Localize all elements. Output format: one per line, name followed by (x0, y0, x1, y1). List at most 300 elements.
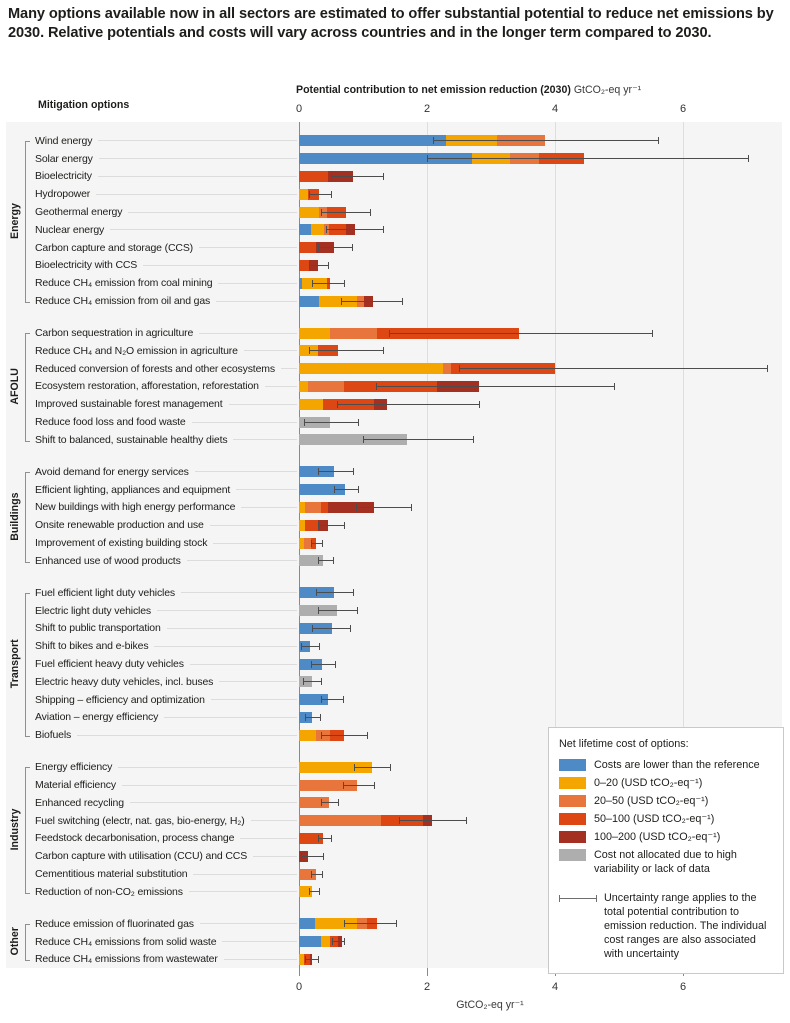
row-plot (299, 168, 782, 186)
leader-line (110, 229, 297, 230)
leader-line (199, 333, 297, 334)
row-label: Reduce CH₄ and N₂O emission in agriculture (35, 344, 238, 357)
error-bar (389, 330, 653, 337)
row-plot (299, 132, 782, 150)
bar-segment-lower (299, 135, 446, 146)
error-bar (433, 137, 659, 144)
row-label: Bioelectricity with CCS (35, 259, 138, 272)
row-plot (299, 203, 782, 221)
error-bar (326, 226, 384, 233)
row-label-wrap (35, 292, 297, 310)
error-bar (309, 262, 329, 269)
error-bar (312, 280, 344, 287)
leader-line (241, 507, 297, 508)
leader-line (122, 785, 297, 786)
section-label-industry: Industry (9, 808, 21, 851)
legend-item-c0_20 (559, 776, 773, 790)
error-bar (459, 365, 768, 372)
leader-line (216, 301, 297, 302)
top-axis-title-text: Potential contribution to net emission reduction (2030) (296, 84, 571, 96)
row-label: New buildings with high energy performance (35, 501, 236, 514)
bar-segment-c50_100 (299, 171, 328, 182)
row-plot (299, 431, 782, 449)
uncertainty-range-icon (559, 895, 597, 902)
row-plot (299, 221, 782, 239)
section-label-buildings: Buildings (9, 492, 21, 541)
row-label-wrap (35, 168, 297, 186)
row-transport (6, 620, 782, 638)
leader-line (219, 681, 297, 682)
bar-segment-c20_50 (443, 363, 451, 374)
row-label: Shift to bikes and e-bikes (35, 640, 149, 653)
row-label-wrap (35, 776, 297, 794)
row-energy (6, 274, 782, 292)
row-buildings (6, 552, 782, 570)
legend-item-c100_200 (559, 830, 773, 844)
row-plot (299, 534, 782, 552)
error-bar (321, 799, 339, 806)
error-bar (318, 244, 353, 251)
row-label-wrap (35, 709, 297, 727)
error-bar (318, 607, 358, 614)
error-bar (337, 401, 480, 408)
row-label: Avoid demand for energy services (35, 465, 189, 478)
bar-segment-c0_20 (299, 399, 323, 410)
row-afolu (6, 431, 782, 449)
row-label: Reduction of non-CO₂ emissions (35, 885, 183, 898)
row-label-wrap (35, 812, 297, 830)
row-energy (6, 221, 782, 239)
leader-line (143, 265, 297, 266)
error-bar (321, 209, 371, 216)
row-label-wrap (35, 221, 297, 239)
row-label-wrap (35, 499, 297, 517)
row-transport (6, 655, 782, 673)
row-label-wrap (35, 915, 297, 933)
row-afolu (6, 395, 782, 413)
leader-line (167, 628, 297, 629)
row-label: Fuel efficient heavy duty vehicles (35, 658, 184, 671)
error-bar (311, 661, 336, 668)
row-plot (299, 691, 782, 709)
row-label-wrap (35, 951, 297, 969)
bar-segment-lower (299, 936, 321, 947)
leader-line (251, 820, 297, 821)
error-bar (318, 557, 334, 564)
row-label: Electric heavy duty vehicles, incl. buses (35, 675, 214, 688)
top-tick-label-6: 6 (679, 103, 687, 115)
leader-line (193, 874, 297, 875)
row-plot (299, 481, 782, 499)
row-transport (6, 602, 782, 620)
error-bar (334, 486, 359, 493)
row-energy (6, 239, 782, 257)
error-bar (305, 714, 321, 721)
legend-item-label: 50–100 (USD tCO₂-eq⁻¹) (594, 813, 715, 826)
row-label: Bioelectricity (35, 170, 92, 183)
row-label: Fuel switching (electr, nat. gas, bio-energy, H₂) (35, 814, 245, 827)
leader-line (211, 699, 297, 700)
section-transport (6, 584, 782, 744)
legend-item-c50_100 (559, 812, 773, 826)
error-bar (304, 419, 358, 426)
top-tick-label-2: 2 (423, 103, 431, 115)
leader-line (128, 212, 297, 213)
section-label-afolu: AFOLU (9, 368, 21, 405)
row-label-wrap (35, 620, 297, 638)
row-buildings (6, 534, 782, 552)
bar-segment-c0_20 (299, 328, 330, 339)
row-afolu (6, 342, 782, 360)
row-label-wrap (35, 378, 297, 396)
row-energy (6, 185, 782, 203)
leader-line (229, 404, 298, 405)
row-label-wrap (35, 516, 297, 534)
error-bar (399, 817, 468, 824)
row-label-wrap (35, 552, 297, 570)
row-transport (6, 709, 782, 727)
row-label-wrap (35, 481, 297, 499)
legend-uncertainty-note (559, 891, 773, 961)
error-bar (331, 173, 384, 180)
leader-line (98, 176, 297, 177)
bottom-tick-label-4: 4 (551, 981, 559, 993)
leader-line (118, 767, 297, 768)
row-plot (299, 655, 782, 673)
error-bar (316, 589, 354, 596)
leader-line (189, 891, 297, 892)
leader-line (96, 194, 297, 195)
bar-segment-c0_20 (299, 730, 316, 741)
row-label-wrap (35, 395, 297, 413)
bottom-tick-mark-2 (427, 968, 428, 976)
row-label-wrap (35, 933, 297, 951)
bar-segment-c50_100 (299, 242, 316, 253)
leader-line (233, 439, 297, 440)
row-label-wrap (35, 602, 297, 620)
legend-item-label: 20–50 (USD tCO₂-eq⁻¹) (594, 795, 709, 808)
bar-segment-lower (299, 918, 315, 929)
row-plot (299, 463, 782, 481)
row-label-wrap (35, 360, 297, 378)
error-bar (301, 853, 324, 860)
legend-swatch-c50_100 (559, 813, 586, 825)
row-afolu (6, 413, 782, 431)
leader-line (224, 959, 297, 960)
row-label: Enhanced use of wood products (35, 554, 181, 567)
section-label-energy: Energy (9, 203, 21, 239)
row-label: Reduce CH₄ emission from coal mining (35, 277, 213, 290)
leader-line (130, 802, 297, 803)
row-transport (6, 637, 782, 655)
legend-swatch-c100_200 (559, 831, 586, 843)
leader-line (98, 140, 297, 141)
row-label-wrap (35, 150, 297, 168)
legend-swatch-c20_50 (559, 795, 586, 807)
row-transport (6, 673, 782, 691)
legend-item-label: Cost not allocated due to high variability or lack of data (594, 849, 737, 876)
row-energy (6, 168, 782, 186)
row-plot (299, 360, 782, 378)
row-plot (299, 274, 782, 292)
leader-line (222, 941, 297, 942)
row-energy (6, 203, 782, 221)
row-plot (299, 637, 782, 655)
leader-line (190, 664, 297, 665)
row-plot (299, 292, 782, 310)
leader-line (199, 247, 297, 248)
leader-line (157, 610, 297, 611)
row-label: Onsite renewable production and use (35, 519, 204, 532)
row-label: Carbon capture with utilisation (CCU) and CCS (35, 850, 248, 863)
row-label: Enhanced recycling (35, 796, 124, 809)
bar-segment-c0_20 (299, 207, 319, 218)
row-label: Fuel efficient light duty vehicles (35, 586, 176, 599)
row-label: Cementitious material substitution (35, 868, 188, 880)
row-label-wrap (35, 257, 297, 275)
top-axis-title-unit: GtCO₂-eq yr⁻¹ (570, 84, 642, 96)
row-plot (299, 516, 782, 534)
leader-line (240, 838, 297, 839)
row-label: Reduce CH₄ emission from oil and gas (35, 295, 211, 308)
row-label-wrap (35, 584, 297, 602)
bar-segment-c20_50 (305, 502, 320, 513)
row-label-wrap (35, 534, 297, 552)
row-label: Biofuels (35, 729, 72, 742)
row-label-wrap (35, 637, 297, 655)
row-label-wrap (35, 883, 297, 901)
row-buildings (6, 516, 782, 534)
row-label-wrap (35, 830, 297, 848)
bottom-tick-mark-0 (299, 968, 300, 976)
row-label: Ecosystem restoration, afforestation, reforestation (35, 380, 259, 393)
row-label: Feedstock decarbonisation, process change (35, 832, 235, 845)
row-label-wrap (35, 342, 297, 360)
row-plot (299, 150, 782, 168)
leader-line (244, 350, 297, 351)
row-label-wrap (35, 239, 297, 257)
legend-item-c20_50 (559, 794, 773, 808)
top-axis-title (296, 84, 641, 96)
section-label-other: Other (9, 927, 21, 956)
error-bar (354, 764, 391, 771)
leader-line (192, 422, 297, 423)
legend-item-lower (559, 758, 773, 772)
leader-line (187, 560, 297, 561)
row-label: Reduce food loss and food waste (35, 416, 186, 429)
bar-segment-c20_50 (330, 328, 377, 339)
row-label: Reduced conversion of forests and other ecosystems (35, 362, 275, 375)
row-transport (6, 691, 782, 709)
bar-segment-c50_100 (321, 502, 329, 513)
row-afolu (6, 378, 782, 396)
row-label: Energy efficiency (35, 761, 113, 774)
mitigation-options-header: Mitigation options (38, 99, 130, 111)
row-transport (6, 584, 782, 602)
row-label: Shift to public transportation (35, 622, 161, 635)
bottom-tick-label-2: 2 (423, 981, 431, 993)
error-bar (318, 468, 355, 475)
leader-line (99, 158, 297, 159)
row-label: Nuclear energy (35, 223, 105, 236)
row-label: Carbon capture and storage (CCS) (35, 241, 194, 254)
bar-segment-c0_20 (321, 936, 331, 947)
error-bar (311, 540, 323, 547)
error-bar (356, 504, 412, 511)
error-bar (318, 835, 332, 842)
row-label-wrap (35, 673, 297, 691)
row-label: Reduce emission of fluorinated gas (35, 917, 194, 930)
row-label: Reduce CH₄ emissions from wastewater (35, 953, 218, 966)
row-plot (299, 709, 782, 727)
leader-line (265, 386, 297, 387)
top-tick-label-0: 0 (295, 103, 303, 115)
row-label: Geothermal energy (35, 206, 123, 219)
row-plot (299, 584, 782, 602)
row-label: Hydropower (35, 188, 91, 201)
row-label-wrap (35, 324, 297, 342)
figure-title: Many options available now in all sectors are estimated to offer substantial potential to reduce net emissions by 2030. Relative potentials and costs will vary across countries and in the longer term compared to 2030. (8, 6, 774, 42)
row-label: Material efficiency (35, 779, 116, 792)
error-bar (341, 298, 404, 305)
error-bar (344, 920, 397, 927)
bar-segment-lower (299, 224, 311, 235)
error-bar (427, 155, 749, 162)
leader-line (154, 646, 297, 647)
row-label: Carbon sequestration in agriculture (35, 327, 194, 340)
row-label-wrap (35, 726, 297, 744)
bar-segment-c0_20 (299, 381, 308, 392)
legend-swatch-na (559, 849, 586, 861)
row-label: Efficient lighting, appliances and equipment (35, 483, 231, 496)
leader-line (236, 489, 297, 490)
leader-line (181, 592, 297, 593)
error-bar (309, 347, 384, 354)
leader-line (195, 471, 297, 472)
row-label-wrap (35, 185, 297, 203)
error-bar (321, 696, 343, 703)
leader-line (281, 368, 297, 369)
row-label: Shift to balanced, sustainable healthy diets (35, 433, 228, 446)
error-bar (343, 782, 374, 789)
row-plot (299, 395, 782, 413)
row-label: Improvement of existing building stock (35, 537, 208, 550)
legend-title: Net lifetime cost of options: (559, 738, 689, 750)
row-energy (6, 150, 782, 168)
row-afolu (6, 324, 782, 342)
row-buildings (6, 463, 782, 481)
legend-box (548, 727, 784, 974)
row-label: Aviation – energy efficiency (35, 711, 159, 724)
row-label-wrap (35, 847, 297, 865)
bar-segment-c20_50 (299, 815, 381, 826)
bottom-tick-label-0: 0 (295, 981, 303, 993)
error-bar (305, 956, 319, 963)
row-plot (299, 620, 782, 638)
legend-item-na (559, 848, 773, 876)
row-label-wrap (35, 274, 297, 292)
error-bar (332, 938, 345, 945)
section-energy (6, 132, 782, 310)
leader-line (200, 923, 297, 924)
row-label-wrap (35, 431, 297, 449)
error-bar (309, 888, 320, 895)
bar-segment-c50_100 (305, 520, 318, 531)
bar-segment-c20_50 (308, 381, 344, 392)
row-plot (299, 185, 782, 203)
row-plot (299, 552, 782, 570)
legend-item-label: Costs are lower than the reference (594, 759, 760, 772)
row-label-wrap (35, 758, 297, 776)
top-tick-label-4: 4 (551, 103, 559, 115)
leader-line (77, 735, 297, 736)
row-label-wrap (35, 413, 297, 431)
row-plot (299, 602, 782, 620)
row-label: Shipping – efficiency and optimization (35, 693, 205, 706)
row-label-wrap (35, 463, 297, 481)
legend-items (559, 758, 773, 876)
legend-item-label: 0–20 (USD tCO₂-eq⁻¹) (594, 777, 703, 790)
leader-line (213, 543, 297, 544)
row-label-wrap (35, 655, 297, 673)
row-buildings (6, 499, 782, 517)
error-bar (303, 678, 322, 685)
bar-segment-c0_20 (299, 363, 443, 374)
row-energy (6, 292, 782, 310)
leader-line (218, 283, 297, 284)
leader-line (164, 717, 297, 718)
row-label-wrap (35, 794, 297, 812)
error-bar (363, 436, 474, 443)
row-buildings (6, 481, 782, 499)
error-bar (318, 522, 346, 529)
row-label: Wind energy (35, 134, 93, 147)
bar-segment-lower (299, 296, 319, 307)
bar-segment-c0_20 (311, 224, 324, 235)
row-label-wrap (35, 691, 297, 709)
row-plot (299, 324, 782, 342)
row-plot (299, 378, 782, 396)
bar-segment-c0_20 (299, 189, 308, 200)
row-afolu (6, 360, 782, 378)
legend-swatch-lower (559, 759, 586, 771)
row-plot (299, 342, 782, 360)
row-label: Electric light duty vehicles (35, 604, 152, 617)
row-plot (299, 239, 782, 257)
error-bar (312, 625, 351, 632)
error-bar (311, 871, 323, 878)
error-bar (321, 732, 368, 739)
uncertainty-note-text: Uncertainty range applies to the total potential contribution to emission reduction. The individual cost ranges are also associated with uncertainty (604, 892, 767, 961)
error-bar (301, 643, 320, 650)
row-label: Solar energy (35, 152, 93, 165)
legend-swatch-c0_20 (559, 777, 586, 789)
row-plot (299, 673, 782, 691)
section-label-transport: Transport (9, 639, 21, 689)
leader-line (210, 525, 297, 526)
error-bar (309, 191, 331, 198)
row-energy (6, 132, 782, 150)
row-label: Improved sustainable forest management (35, 398, 223, 411)
row-label: Reduce CH₄ emissions from solid waste (35, 935, 217, 948)
row-plot (299, 257, 782, 275)
row-energy (6, 257, 782, 275)
row-label-wrap (35, 203, 297, 221)
row-plot (299, 413, 782, 431)
row-label-wrap (35, 865, 297, 883)
error-bar (376, 383, 615, 390)
section-buildings (6, 463, 782, 570)
